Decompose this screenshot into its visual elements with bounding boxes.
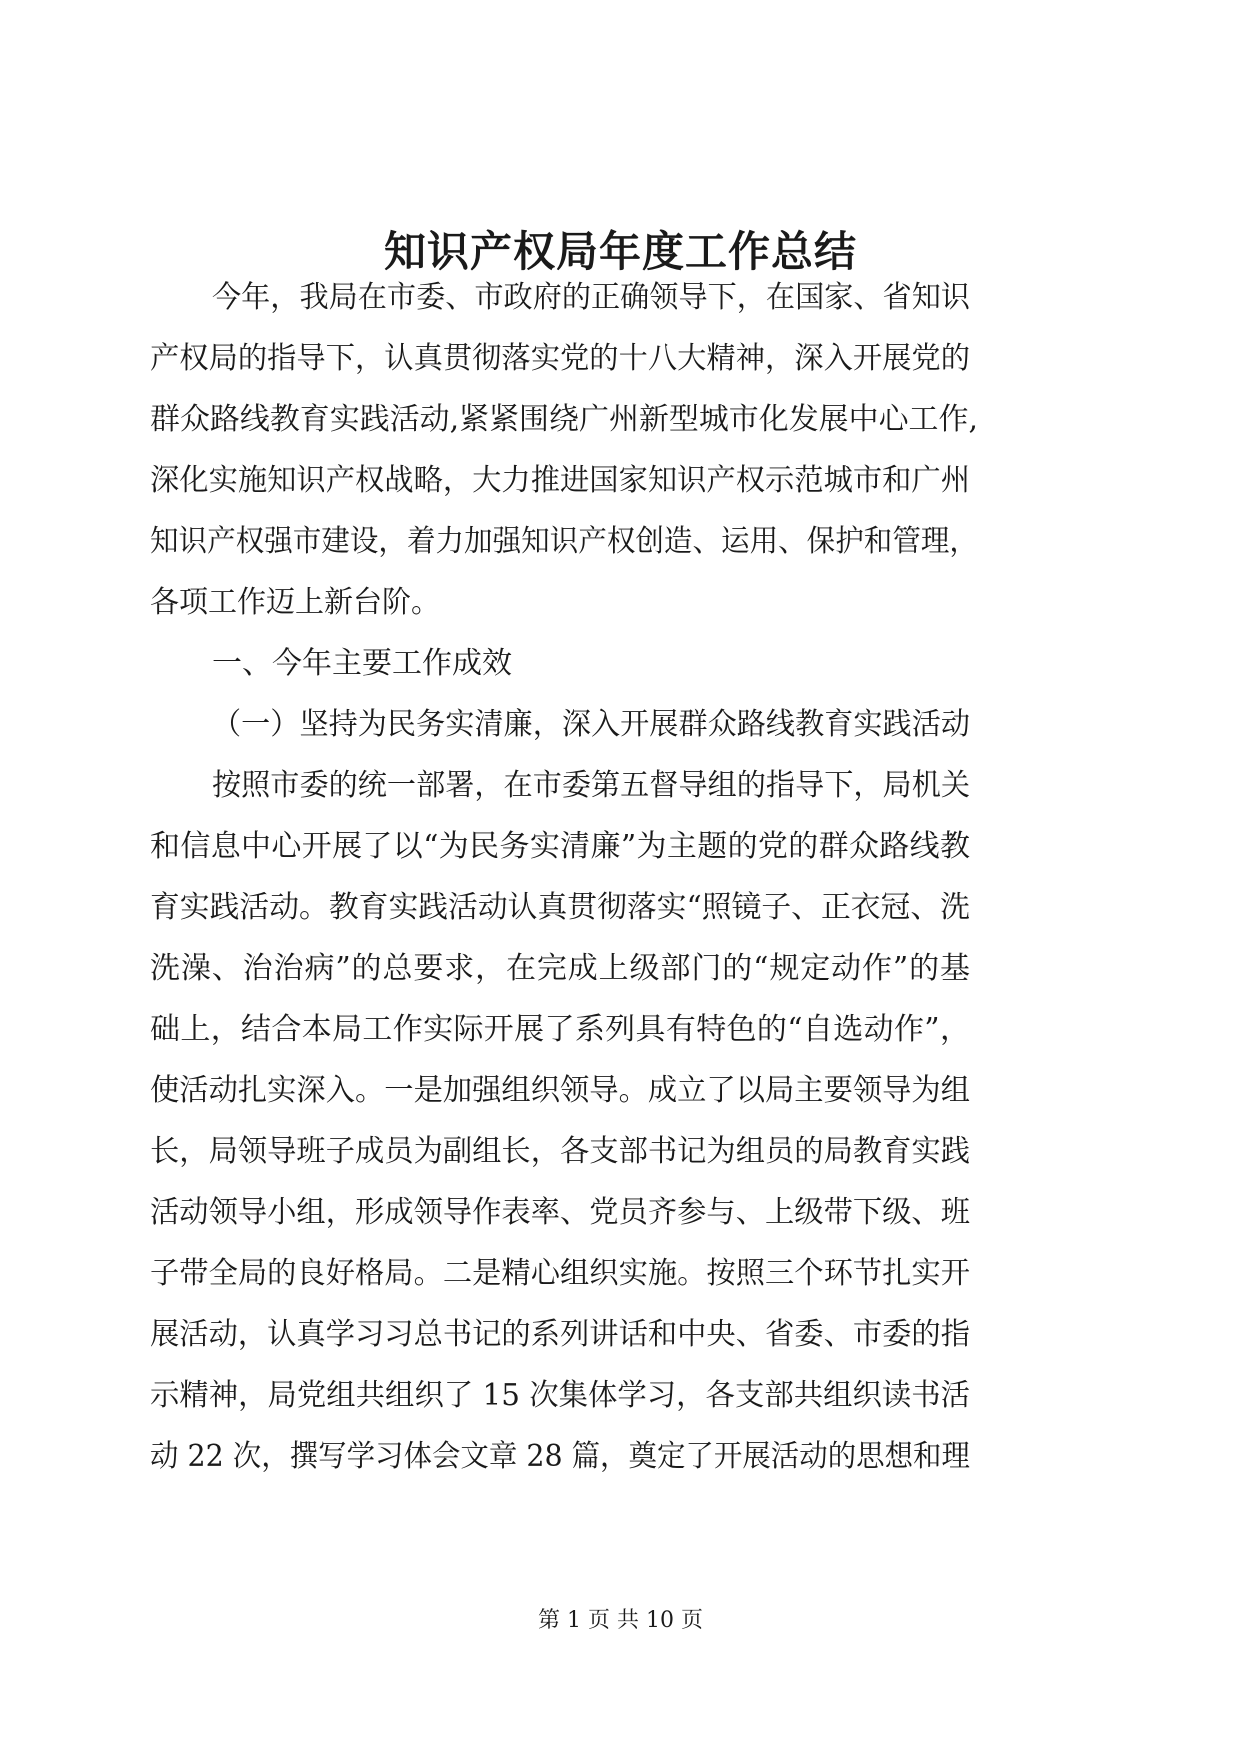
paragraph-line: 今年，我局在市委、市政府的正确领导下，在国家、省知识 (212, 280, 971, 315)
paragraph-line: 产权局的指导下，认真贯彻落实党的十八大精神，深入开展党的 (150, 341, 971, 376)
paragraph-line: 活动领导小组，形成领导作表率、党员齐参与、上级带下级、班 (150, 1195, 971, 1230)
paragraph-line: 知识产权强市建设，着力加强知识产权创造、运用、保护和管理， (150, 524, 978, 559)
paragraph-line: 深化实施知识产权战略，大力推进国家知识产权示范城市和广州 (150, 463, 971, 498)
paragraph-line: 群众路线教育实践活动,紧紧围绕广州新型城市化发展中心工作, (150, 402, 979, 437)
paragraph-line: 长，局领导班子成员为副组长，各支部书记为组员的局教育实践 (150, 1134, 971, 1169)
paragraph-line: 动 22 次，撰写学习体会文章 28 篇，奠定了开展活动的思想和理 (150, 1439, 970, 1474)
paragraph-line: 展活动，认真学习习总书记的系列讲话和中央、省委、市委的指 (150, 1317, 971, 1352)
paragraph-line: 按照市委的统一部署，在市委第五督导组的指导下，局机关 (212, 768, 971, 803)
subsection-heading: （一）坚持为民务实清廉，深入开展群众路线教育实践活动 (212, 707, 971, 742)
paragraph-line: 洗澡、治治病”的总要求，在完成上级部门的“规定动作”的基 (150, 951, 970, 986)
paragraph-line: 使活动扎实深入。一是加强组织领导。成立了以局主要领导为组 (150, 1073, 971, 1108)
section-heading: 一、今年主要工作成效 (212, 646, 512, 681)
paragraph-line: 子带全局的良好格局。二是精心组织实施。按照三个环节扎实开 (150, 1256, 971, 1291)
paragraph-line: 和信息中心开展了以“为民务实清廉”为主题的党的群众路线教 (150, 829, 970, 864)
paragraph-line: 育实践活动。教育实践活动认真贯彻落实“照镜子、正衣冠、洗 (150, 890, 970, 925)
document-title: 知识产权局年度工作总结 (383, 227, 857, 276)
page-number-footer: 第 1 页 共 10 页 (538, 1608, 703, 1633)
paragraph-line: 础上，结合本局工作实际开展了系列具有特色的“自选动作”， (150, 1012, 970, 1047)
paragraph-line: 示精神，局党组共组织了 15 次集体学习，各支部共组织读书活 (150, 1378, 971, 1413)
paragraph-line: 各项工作迈上新台阶。 (150, 585, 441, 620)
